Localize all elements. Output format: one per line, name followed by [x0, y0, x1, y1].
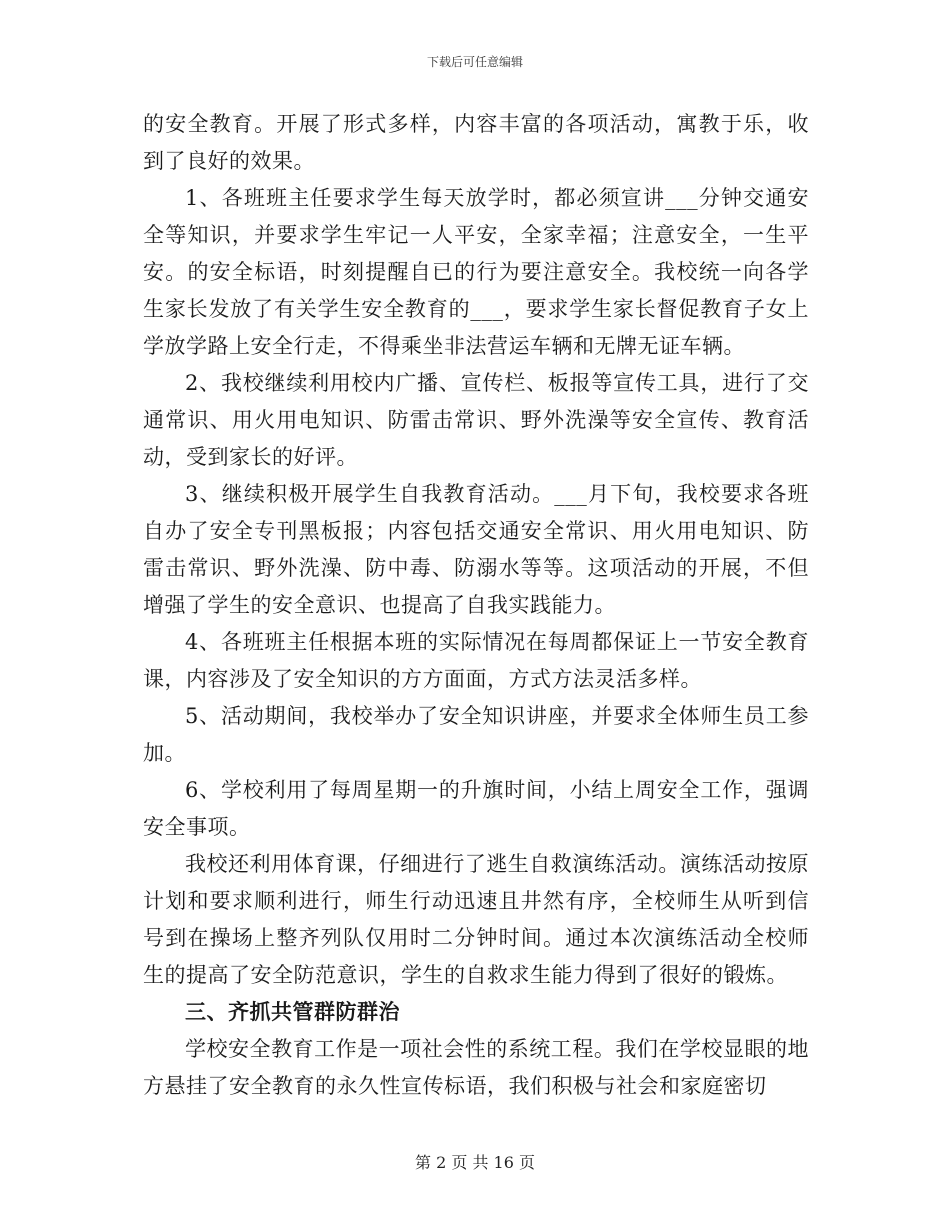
paragraph-item-1: 1、各班班主任要求学生每天放学时，都必须宣讲___分钟交通安全等知识，并要求学生牢记一人平安，全家幸福；注意安全，一生平安。的安全标语，时刻提醒自已的行为要注意安全。我校统一向各学生家长发放了有关学生安全教育的___，要求学生家长督促教育子女上学放学路上安全行走，不得乘坐非法营运车辆和无牌无证车辆。: [143, 186, 809, 358]
paragraph-item-6: 6、学校利用了每周星期一的升旗时间，小结上周安全工作，强调安全事项。: [143, 778, 809, 839]
paragraph-item-3: 3、继续积极开展学生自我教育活动。___月下旬，我校要求各班自办了安全专刊黑板报；内容包括交通安全常识、用火用电知识、防雷击常识、野外洗澡、防中毒、防溺水等等。这项活动的开展，不但增强了学生的安全意识、也提高了自我实践能力。: [143, 482, 809, 617]
paragraph-item-4: 4、各班班主任根据本班的实际情况在每周都保证上一节安全教育课，内容涉及了安全知识的方方面面，方式方法灵活多样。: [143, 630, 809, 691]
page-number: 第 2 页 共 16 页: [415, 1153, 535, 1172]
paragraph-item-2: 2、我校继续利用校内广播、宣传栏、板报等宣传工具，进行了交通常识、用火用电知识、防雷击常识、野外洗澡等安全宣传、教育活动，受到家长的好评。: [143, 371, 809, 469]
document-body: [143, 106, 809, 1105]
page-header: 下载后可任意编辑: [426, 55, 523, 69]
paragraph-continuation: 的安全教育。开展了形式多样，内容丰富的各项活动，寓教于乐，收到了良好的效果。: [143, 112, 809, 173]
paragraph-item-5: 5、活动期间，我校举办了安全知识讲座，并要求全体师生员工参加。: [143, 704, 809, 765]
section-heading: 三、齐抓共管群防群治: [185, 1000, 400, 1024]
paragraph-drill: 我校还利用体育课，仔细进行了逃生自救演练活动。演练活动按原计划和要求顺利进行，师生行动迅速且井然有序，全校师生从听到信号到在操场上整齐列队仅用时二分钟时间。通过本次演练活动全校师生的提高了安全防范意识，学生的自救求生能力得到了很好的锻炼。: [143, 852, 809, 987]
paragraph-closing: 学校安全教育工作是一项社会性的系统工程。我们在学校显眼的地方悬挂了安全教育的永久性宣传标语，我们积极与社会和家庭密切: [143, 1037, 809, 1098]
